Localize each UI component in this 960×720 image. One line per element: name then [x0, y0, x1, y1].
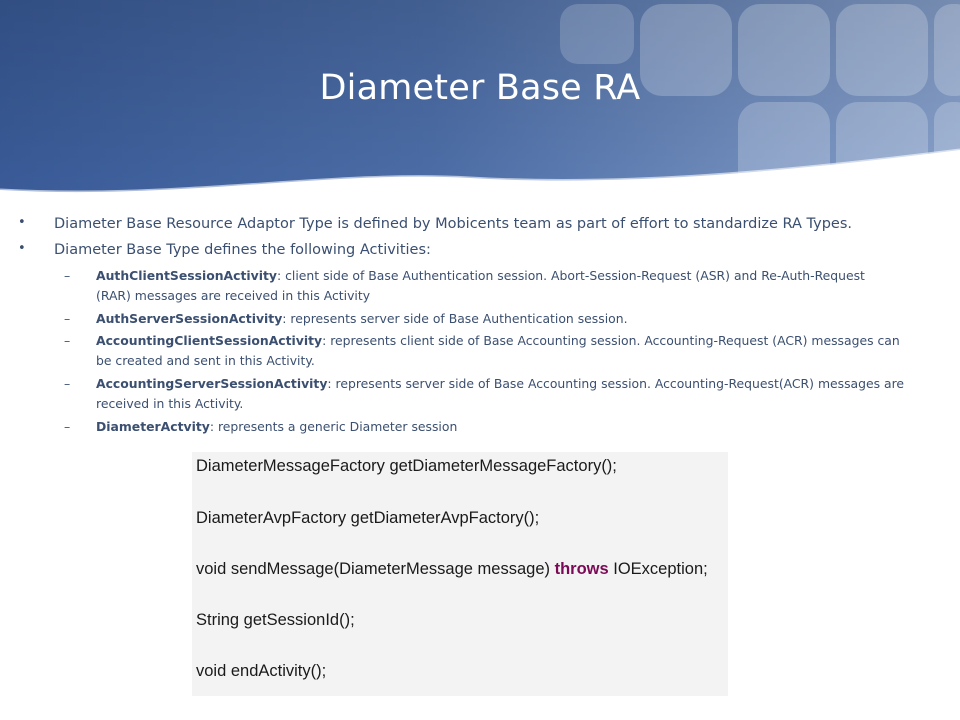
code-line: DiameterMessageFactory getDiameterMessageFactory(); — [196, 457, 617, 475]
sub-marker: – — [64, 376, 71, 391]
sub-marker: – — [64, 419, 71, 434]
code-text: void sendMessage(DiameterMessage message) — [196, 560, 555, 578]
activity-desc: : represents client side of Base Accounting session. Accounting-Request (ACR) messages can — [322, 333, 900, 348]
code-line: String getSessionId(); — [196, 611, 355, 629]
activity-desc-cont: be created and sent in this Activity. — [96, 353, 315, 368]
code-snippet — [192, 452, 728, 696]
code-line: void endActivity(); — [196, 662, 327, 680]
sub-marker: – — [64, 333, 71, 348]
sub-marker: – — [64, 311, 71, 326]
bullet-text: Diameter Base Resource Adaptor Type is defined by Mobicents team as part of effort to standardize RA Types. — [54, 216, 853, 232]
code-line — [196, 560, 708, 579]
activity-name: AccountingServerSessionActivity — [96, 376, 328, 391]
bullet-marker: • — [18, 215, 26, 230]
code-keyword: throws — [554, 560, 609, 578]
activity-name: AuthClientSessionActivity — [96, 268, 277, 283]
activity-name: AuthServerSessionActivity — [96, 311, 283, 326]
activity-name: AccountingClientSessionActivity — [96, 333, 323, 348]
sub-marker: – — [64, 268, 71, 283]
activity-desc-cont: received in this Activity. — [96, 396, 244, 411]
bullet-text: Diameter Base Type defines the following Activities: — [54, 242, 431, 258]
bullet-marker: • — [18, 241, 26, 256]
activity-desc: : client side of Base Authentication session. Abort-Session-Request (ASR) and Re-Auth-Request — [276, 268, 865, 283]
activity-desc: : represents server side of Base Accounting session. Accounting-Request(ACR) messages are — [327, 376, 905, 391]
code-text: IOException; — [608, 560, 708, 578]
activity-desc: : represents server side of Base Authentication session. — [282, 311, 628, 326]
code-line: DiameterAvpFactory getDiameterAvpFactory(); — [196, 509, 540, 527]
slide-title: Diameter Base RA — [319, 68, 641, 108]
activity-desc-cont: (RAR) messages are received in this Activity — [96, 288, 371, 303]
activity-desc: : represents a generic Diameter session — [209, 419, 458, 434]
activity-name: DiameterActvity — [96, 419, 210, 434]
